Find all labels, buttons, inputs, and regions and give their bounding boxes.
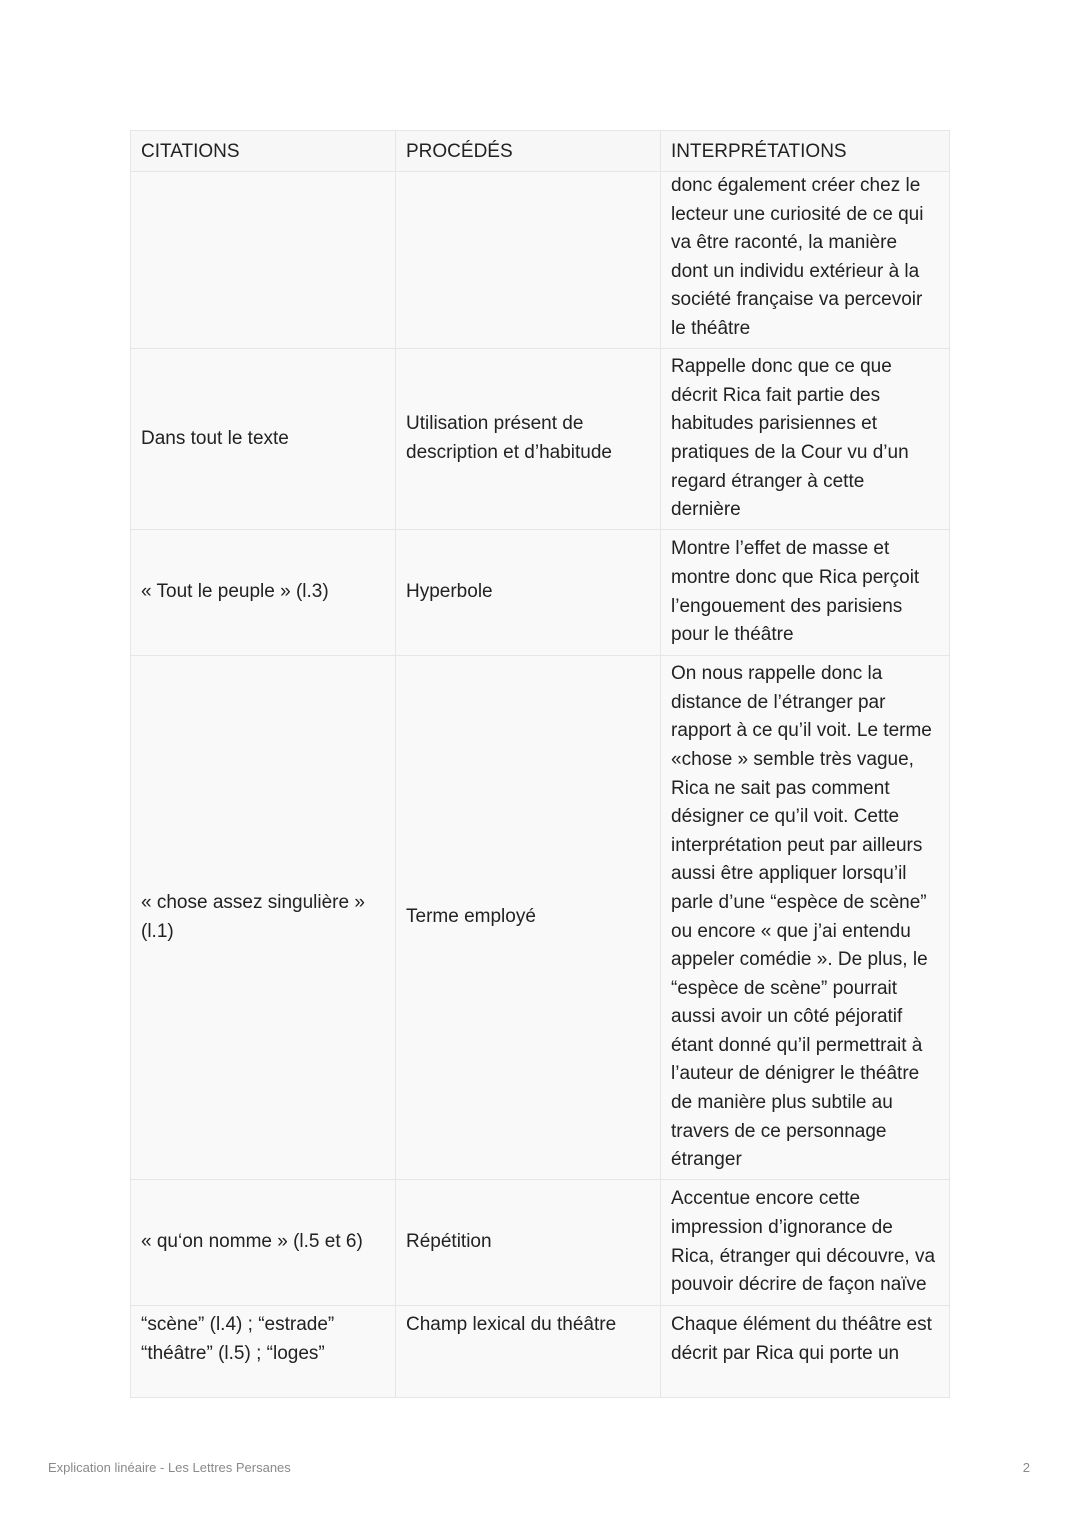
- citation-cell: « chose assez singulière » (l.1): [131, 656, 396, 1180]
- interpretation-cell: Chaque élément du théâtre est décrit par Rica qui porte un: [661, 1306, 950, 1398]
- header-citations: CITATIONS: [131, 131, 396, 172]
- header-procedes: PROCÉDÉS: [396, 131, 661, 172]
- citation-cell: « qu‘on nomme » (l.5 et 6): [131, 1180, 396, 1306]
- citation-cell: “scène” (l.4) ; “estrade” “théâtre” (l.5) ; “loges”: [131, 1306, 396, 1398]
- table-row: [131, 172, 950, 349]
- page-number: 2: [1022, 1460, 1030, 1475]
- table-row: [131, 1306, 950, 1398]
- procede-cell: Hyperbole: [396, 530, 661, 656]
- citation-cell: « Tout le peuple » (l.3): [131, 530, 396, 656]
- citation-cell: Dans tout le texte: [131, 349, 396, 530]
- table-row: [131, 656, 950, 1180]
- interpretation-cell: donc également créer chez le lecteur une curiosité de ce qui va être raconté, la manière dont un individu extérieur à la société française va percevoir le théâtre: [661, 172, 950, 349]
- header-row: [131, 131, 950, 172]
- table-header: [131, 131, 950, 172]
- interpretation-cell: On nous rappelle donc la distance de l’étranger par rapport à ce qu’il voit. Le terme «chose » semble très vague, Rica ne sait pas comment désigner ce qu’il voit. Cette interprétation peut par ailleurs aussi être appliquer lorsqu’il parle d’une “espèce de scène” ou encore « que j’ai entendu appeler comédie ». De plus, le “espèce de scène” pourrait aussi avoir un côté péjoratif étant donné qu’il permettrait à l’auteur de dénigrer le théâtre de manière plus subtile au travers de ce personnage étranger: [661, 656, 950, 1180]
- header-interpretations: INTERPRÉTATIONS: [661, 131, 950, 172]
- procede-cell: [396, 172, 661, 349]
- analysis-table: [130, 130, 950, 1398]
- footer-document-title: Explication linéaire - Les Lettres Persanes: [48, 1460, 291, 1475]
- interpretation-cell: Rappelle donc que ce que décrit Rica fait partie des habitudes parisiennes et pratiques de la Cour vu d’un regard étranger à cette dernière: [661, 349, 950, 530]
- procede-cell: Répétition: [396, 1180, 661, 1306]
- procede-cell: Utilisation présent de description et d’habitude: [396, 349, 661, 530]
- procede-cell: Terme employé: [396, 656, 661, 1180]
- citation-cell: [131, 172, 396, 349]
- table-row: [131, 530, 950, 656]
- table-row: [131, 349, 950, 530]
- interpretation-cell: Montre l’effet de masse et montre donc que Rica perçoit l’engouement des parisiens pour le théâtre: [661, 530, 950, 656]
- table-row: [131, 1180, 950, 1306]
- interpretation-cell: Accentue encore cette impression d’ignorance de Rica, étranger qui découvre, va pouvoir décrire de façon naïve: [661, 1180, 950, 1306]
- procede-cell: Champ lexical du théâtre: [396, 1306, 661, 1398]
- table-body: [131, 172, 950, 1398]
